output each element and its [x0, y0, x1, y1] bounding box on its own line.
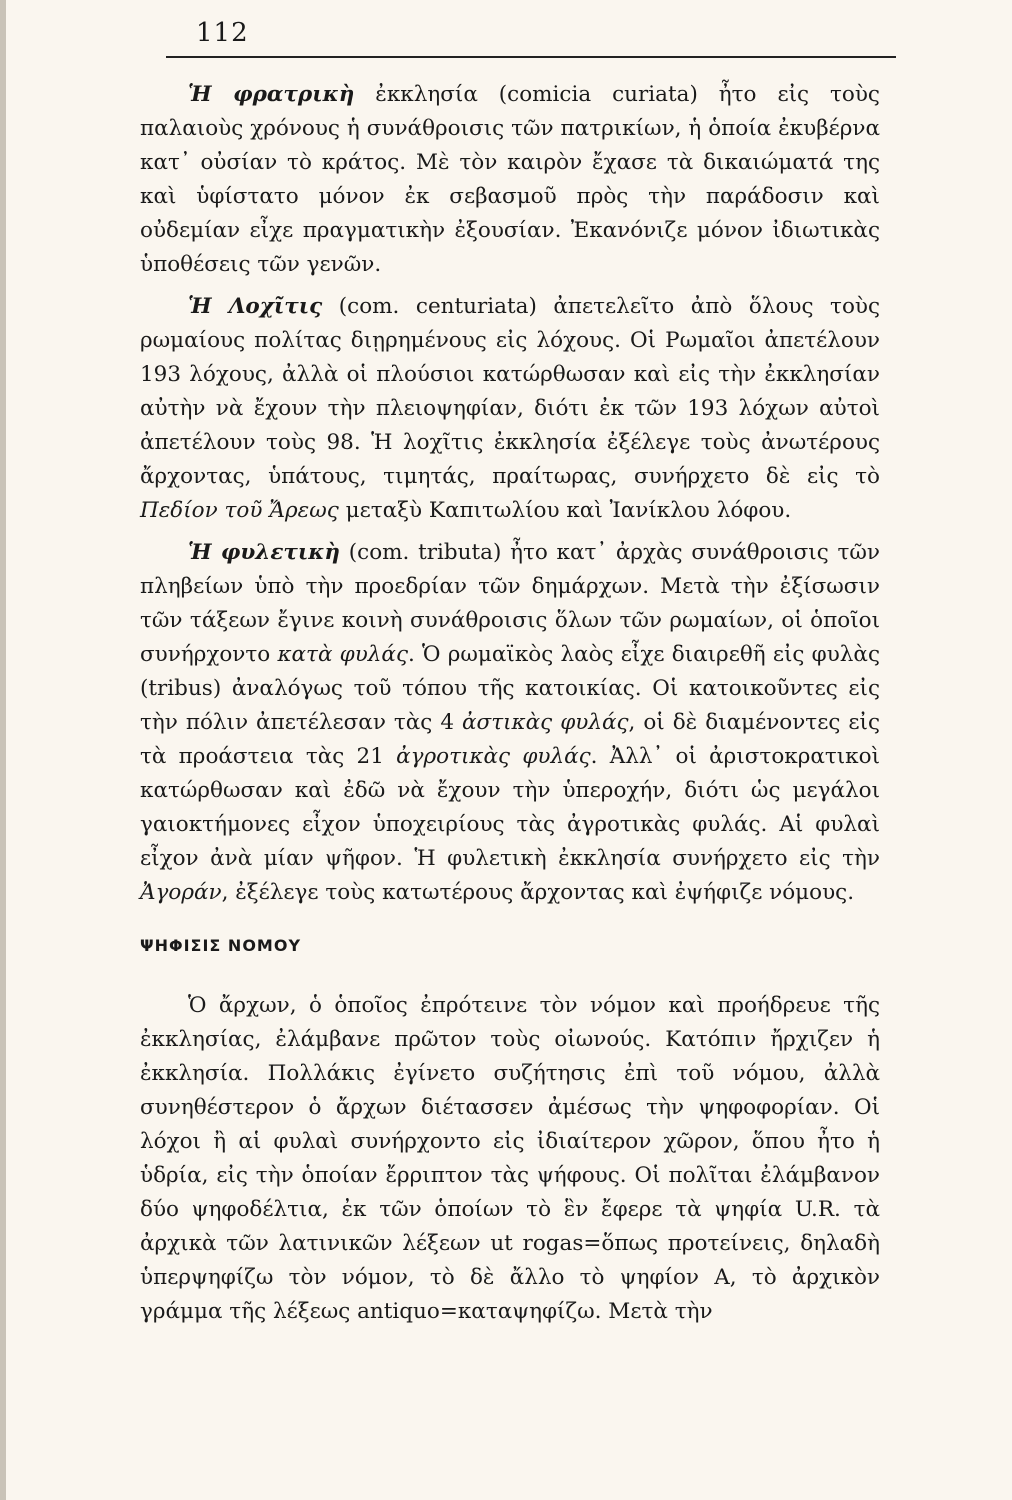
paragraph-lochitis — [140, 290, 880, 528]
paragraph-fratriki — [140, 78, 880, 282]
paragraph-text: ἐκκλησία (comicia curiata) ἦτο εἰς τοὺς παλαιοὺς χρόνους ἡ συνάθροισις τῶν πατρικίων, ἡ ὁποία ἐκυβέρνα κατ᾽ οὐσίαν τὸ κράτος. Μὲ τὸν καιρὸν ἔχασε τὰ δικαιώματά της καὶ ὑφίστατο μόνον ἐκ σεβασμοῦ πρὸς τὴν παράδοσιν καὶ οὐδεμίαν εἶχε πραγματικὴν ἐξουσίαν. Ἐκανόνιζε μόνον ἰδιωτικὰς ὑποθέσεις τῶν γενῶν. — [140, 82, 880, 277]
paragraph-text: (com. centuriata) ἀπετελεῖτο ἀπὸ ὅλους τοὺς ρωμαίους πολίτας διῃρημένους εἰς λόχους. Οἱ Ρωμαῖοι ἀπετέλουν 193 λόχους, ἀλλὰ οἱ πλούσιοι κατώρθωσαν καὶ εἰς τὴν ἐκκλησίαν αὐτὴν νὰ ἔχουν τὴν πλειοψηφίαν, διότι ἐκ τῶν 193 λόχων αὐτοὶ ἀπετέλουν τοὺς 98. Ἡ λοχῖτις ἐκκλησία ἐξέλεγε τοὺς ἀνωτέρους ἄρχοντας, ὑπάτους, τιμητάς, πραίτωρας, συνήρχετο δὲ εἰς τὸ — [140, 294, 880, 489]
paragraph-text: Ὁ ἄρχων, ὁ ὁποῖος ἐπρότεινε τὸν νόμον καὶ προήδρευε τῆς ἐκκλησίας, ἐλάμβανε πρῶτον τοὺς οἰωνούς. Κατόπιν ἤρχιζεν ἡ ἐκκλησία. Πολλάκις ἐγίνετο συζήτησις ἐπὶ τοῦ νόμου, ἀλλὰ συνηθέστερον ὁ ἄρχων διέτασσεν ἀμέσως τὴν ψηφοφορίαν. Οἱ λόχοι ἢ αἱ φυλαὶ συνήρχοντο εἰς ἰδιαίτερον χῶρον, ὅπου ἦτο ἡ ὑδρία, εἰς τὴν ὁποίαν ἔρριπτον τὰς ψήφους. Οἱ πολῖται ἐλάμβανον δύο ψηφοδέλτια, ἐκ τῶν ὁποίων τὸ ἓν ἔφερε τὰ ψηφία U.R. τὰ ἀρχικὰ τῶν λατινικῶν λέξεων ut rogas=ὅπως προτείνεις, δηλαδὴ ὑπερψηφίζω τὸν νόμον, τὸ δὲ ἄλλο τὸ ψηφίον Α, τὸ ἀρχικὸν γράμμα τῆς λέξεως antiquo=καταψηφίζω. Μετὰ τὴν — [140, 993, 880, 1324]
emphasis: ἀγροτικὰς φυλάς — [396, 744, 591, 769]
paragraph-text: . Ἀλλ᾽ οἱ ἀριστοκρατικοὶ κατώρθωσαν καὶ ἐδῶ νὰ ἔχουν τὴν ὑπεροχήν, διότι ὡς μεγάλοι γαιοκτήμονες εἶχον ὑποχειρίους τὰς ἀγροτικὰς φυλάς. Αἱ φυλαὶ εἶχον ἀνὰ μίαν ψῆφον. Ἡ φυλετικὴ ἐκκλησία συνήρχετο εἰς τὴν — [140, 744, 880, 871]
emphasis: κατὰ φυλάς — [277, 642, 408, 667]
paragraph-psifisis — [140, 989, 880, 1329]
term-fyletiki: Ἡ φυλετικὴ — [188, 540, 341, 565]
page-content — [140, 78, 880, 1337]
page-number: 112 — [196, 18, 249, 48]
paragraph-text: , ἐξέλεγε τοὺς κατωτέρους ἄρχοντας καὶ ἐψήφιζε νόμους. — [221, 880, 855, 905]
term-fratriki: Ἡ φρατρικὴ — [188, 82, 355, 107]
page-edge — [0, 0, 6, 1500]
paragraph-text: , οἱ δὲ διαμένοντες εἰς τὰ προάστεια τὰς 21 — [140, 710, 880, 769]
section-heading: ΨΗΦΙΣΙΣ ΝΟΜΟΥ — [140, 936, 302, 955]
paragraph-fyletiki — [140, 536, 880, 910]
term-lochitis: Ἡ Λοχῖτις — [188, 294, 323, 319]
emphasis: Ἀγοράν — [140, 880, 222, 905]
emphasis: ἀστικὰς φυλάς — [462, 710, 629, 735]
paragraph-text: μεταξὺ Καπιτωλίου καὶ Ἰανίκλου λόφου. — [338, 498, 792, 523]
place-name: Πεδίον τοῦ Ἄρεως — [140, 498, 339, 523]
paragraph-text: . Ὁ ρωμαϊκὸς λαὸς εἶχε διαιρεθῆ εἰς φυλὰς (tribus) ἀναλόγως τοῦ τόπου τῆς κατοικίας. Οἱ κατοικοῦντες εἰς τὴν πόλιν ἀπετέλεσαν τὰς 4 — [140, 642, 880, 735]
header-rule — [166, 56, 896, 58]
paragraph-text: (com. tributa) ἦτο κατ᾽ ἀρχὰς συνάθροισις τῶν πληβείων ὑπὸ τὴν προεδρίαν τῶν δημάρχων. Μετὰ τὴν ἐξίσωσιν τῶν τάξεων ἔγινε κοινὴ συνάθροισις ὅλων τῶν ρωμαίων, οἱ ὁποῖοι συνήρχοντο — [140, 540, 880, 667]
